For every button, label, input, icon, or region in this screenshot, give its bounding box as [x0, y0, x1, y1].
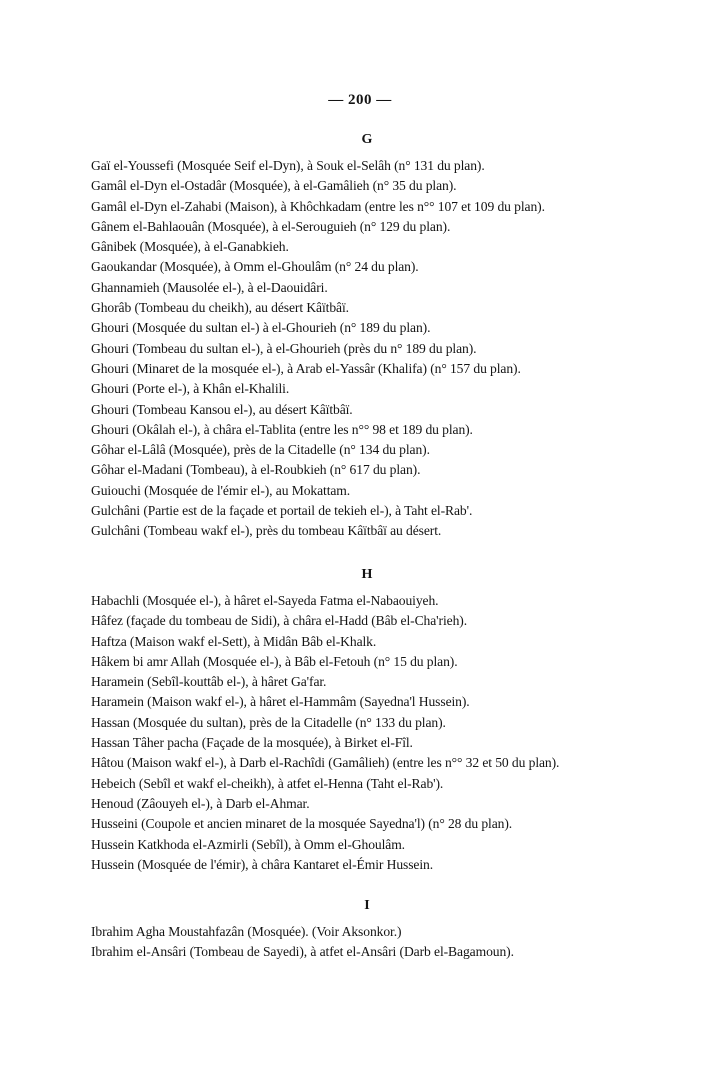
index-entry: Ghouri (Minaret de la mosquée el-), à Arab el-Yassâr (Khalifa) (n° 157 du plan). — [91, 360, 521, 376]
index-entry: Ibrahim Agha Moustahfazân (Mosquée). (Voir Aksonkor.) — [91, 924, 402, 939]
index-entry: Hassan Tâher pacha (Façade de la mosquée), à Birket el-Fîl. — [91, 735, 413, 751]
index-entry: Hâkem bi amr Allah (Mosquée el-), à Bâb el-Fetouh (n° 15 du plan). — [91, 653, 458, 669]
page-number: — 200 — — [328, 92, 392, 108]
index-entry: Haramein (Sebîl-kouttâb el-), à hâret Ga'far. — [91, 674, 327, 690]
index-entry: Haftza (Maison wakf el-Sett), à Midân Bâb el-Khalk. — [91, 633, 377, 649]
index-entry: Ghouri (Tombeau Kansou el-), au désert Kâïtbâï. — [91, 401, 353, 417]
entry-list — [91, 922, 631, 963]
index-entry: Ghouri (Mosquée du sultan el-) à el-Ghourieh (n° 189 du plan). — [91, 320, 431, 336]
index-entry: Hassan (Mosquée du sultan), près de la Citadelle (n° 133 du plan). — [91, 714, 446, 730]
index-entry: Gamâl el-Dyn el-Zahabi (Maison), à Khôchkadam (entre les n°° 107 et 109 du plan). — [91, 198, 545, 214]
index-entry: Ghannamieh (Mausolée el-), à el-Daouidâri. — [91, 279, 328, 295]
section-g — [91, 130, 631, 542]
index-entry: Husseini (Coupole et ancien minaret de la mosquée Sayedna'l) (n° 28 du plan). — [91, 816, 513, 832]
index-entry: Guiouchi (Mosquée de l'émir el-), au Mokattam. — [91, 482, 351, 498]
index-entry: Ghorâb (Tombeau du cheikh), au désert Kâïtbâï. — [91, 300, 349, 316]
index-entry: Gôhar el-Lâlâ (Mosquée), près de la Citadelle (n° 134 du plan). — [91, 442, 430, 458]
index-entry: Hâtou (Maison wakf el-), à Darb el-Rachîdi (Gamâlieh) (entre les n°° 32 et 50 du plan). — [91, 755, 560, 771]
index-entry: Hussein (Mosquée de l'émir), à châra Kantaret el-Émir Hussein. — [91, 856, 434, 872]
index-entry: Haramein (Maison wakf el-), à hâret el-Hammâm (Sayedna'l Hussein). — [91, 694, 470, 710]
entry-list — [91, 591, 631, 875]
entry-list — [91, 156, 631, 542]
index-entry: Gaoukandar (Mosquée), à Omm el-Ghoulâm (n° 24 du plan). — [91, 259, 419, 275]
index-entry: Ghouri (Okâlah el-), à châra el-Tablita (entre les n°° 98 et 189 du plan). — [91, 421, 473, 437]
index-entry: Gôhar el-Madani (Tombeau), à el-Roubkieh (n° 617 du plan). — [91, 462, 421, 478]
index-entry: Habachli (Mosquée el-), à hâret el-Sayeda Fatma el-Nabaouiyeh. — [91, 593, 439, 608]
index-entry: Ghouri (Porte el-), à Khân el-Khalili. — [91, 381, 290, 397]
section-letter: G — [361, 132, 373, 147]
index-entry: Henoud (Zâouyeh el-), à Darb el-Ahmar. — [91, 795, 310, 811]
index-entry: Hebeich (Sebîl et wakf el-cheikh), à atfet el-Henna (Taht el-Rab'). — [91, 775, 444, 791]
index-entry: Gulchâni (Tombeau wakf el-), près du tombeau Kâïtbâï au désert. — [91, 523, 442, 539]
index-entry: Gaï el-Youssefi (Mosquée Seif el-Dyn), à Souk el-Selâh (n° 131 du plan). — [91, 158, 485, 173]
index-entry: Gulchâni (Partie est de la façade et portail de tekieh el-), à Taht el-Rab'. — [91, 503, 473, 519]
section-i — [91, 896, 631, 963]
section-letter: H — [361, 567, 373, 582]
section-h — [91, 565, 631, 875]
index-entry: Gamâl el-Dyn el-Ostadâr (Mosquée), à el-Gamâlieh (n° 35 du plan). — [91, 178, 457, 194]
index-entry: Ghouri (Tombeau du sultan el-), à el-Ghourieh (près du n° 189 du plan). — [91, 340, 477, 356]
index-entry: Ibrahim el-Ansâri (Tombeau de Sayedi), à atfet el-Ansâri (Darb el-Bagamoun). — [91, 944, 514, 960]
index-entry: Hussein Katkhoda el-Azmirli (Sebîl), à Omm el-Ghoulâm. — [91, 836, 405, 852]
index-entry: Hâfez (façade du tombeau de Sidi), à châra el-Hadd (Bâb el-Cha'rieh). — [91, 613, 467, 629]
index-entry: Gânibek (Mosquée), à el-Ganabkieh. — [91, 239, 289, 255]
section-letter: I — [364, 898, 370, 913]
index-entry: Gânem el-Bahlaouân (Mosquée), à el-Serouguieh (n° 129 du plan). — [91, 218, 451, 234]
